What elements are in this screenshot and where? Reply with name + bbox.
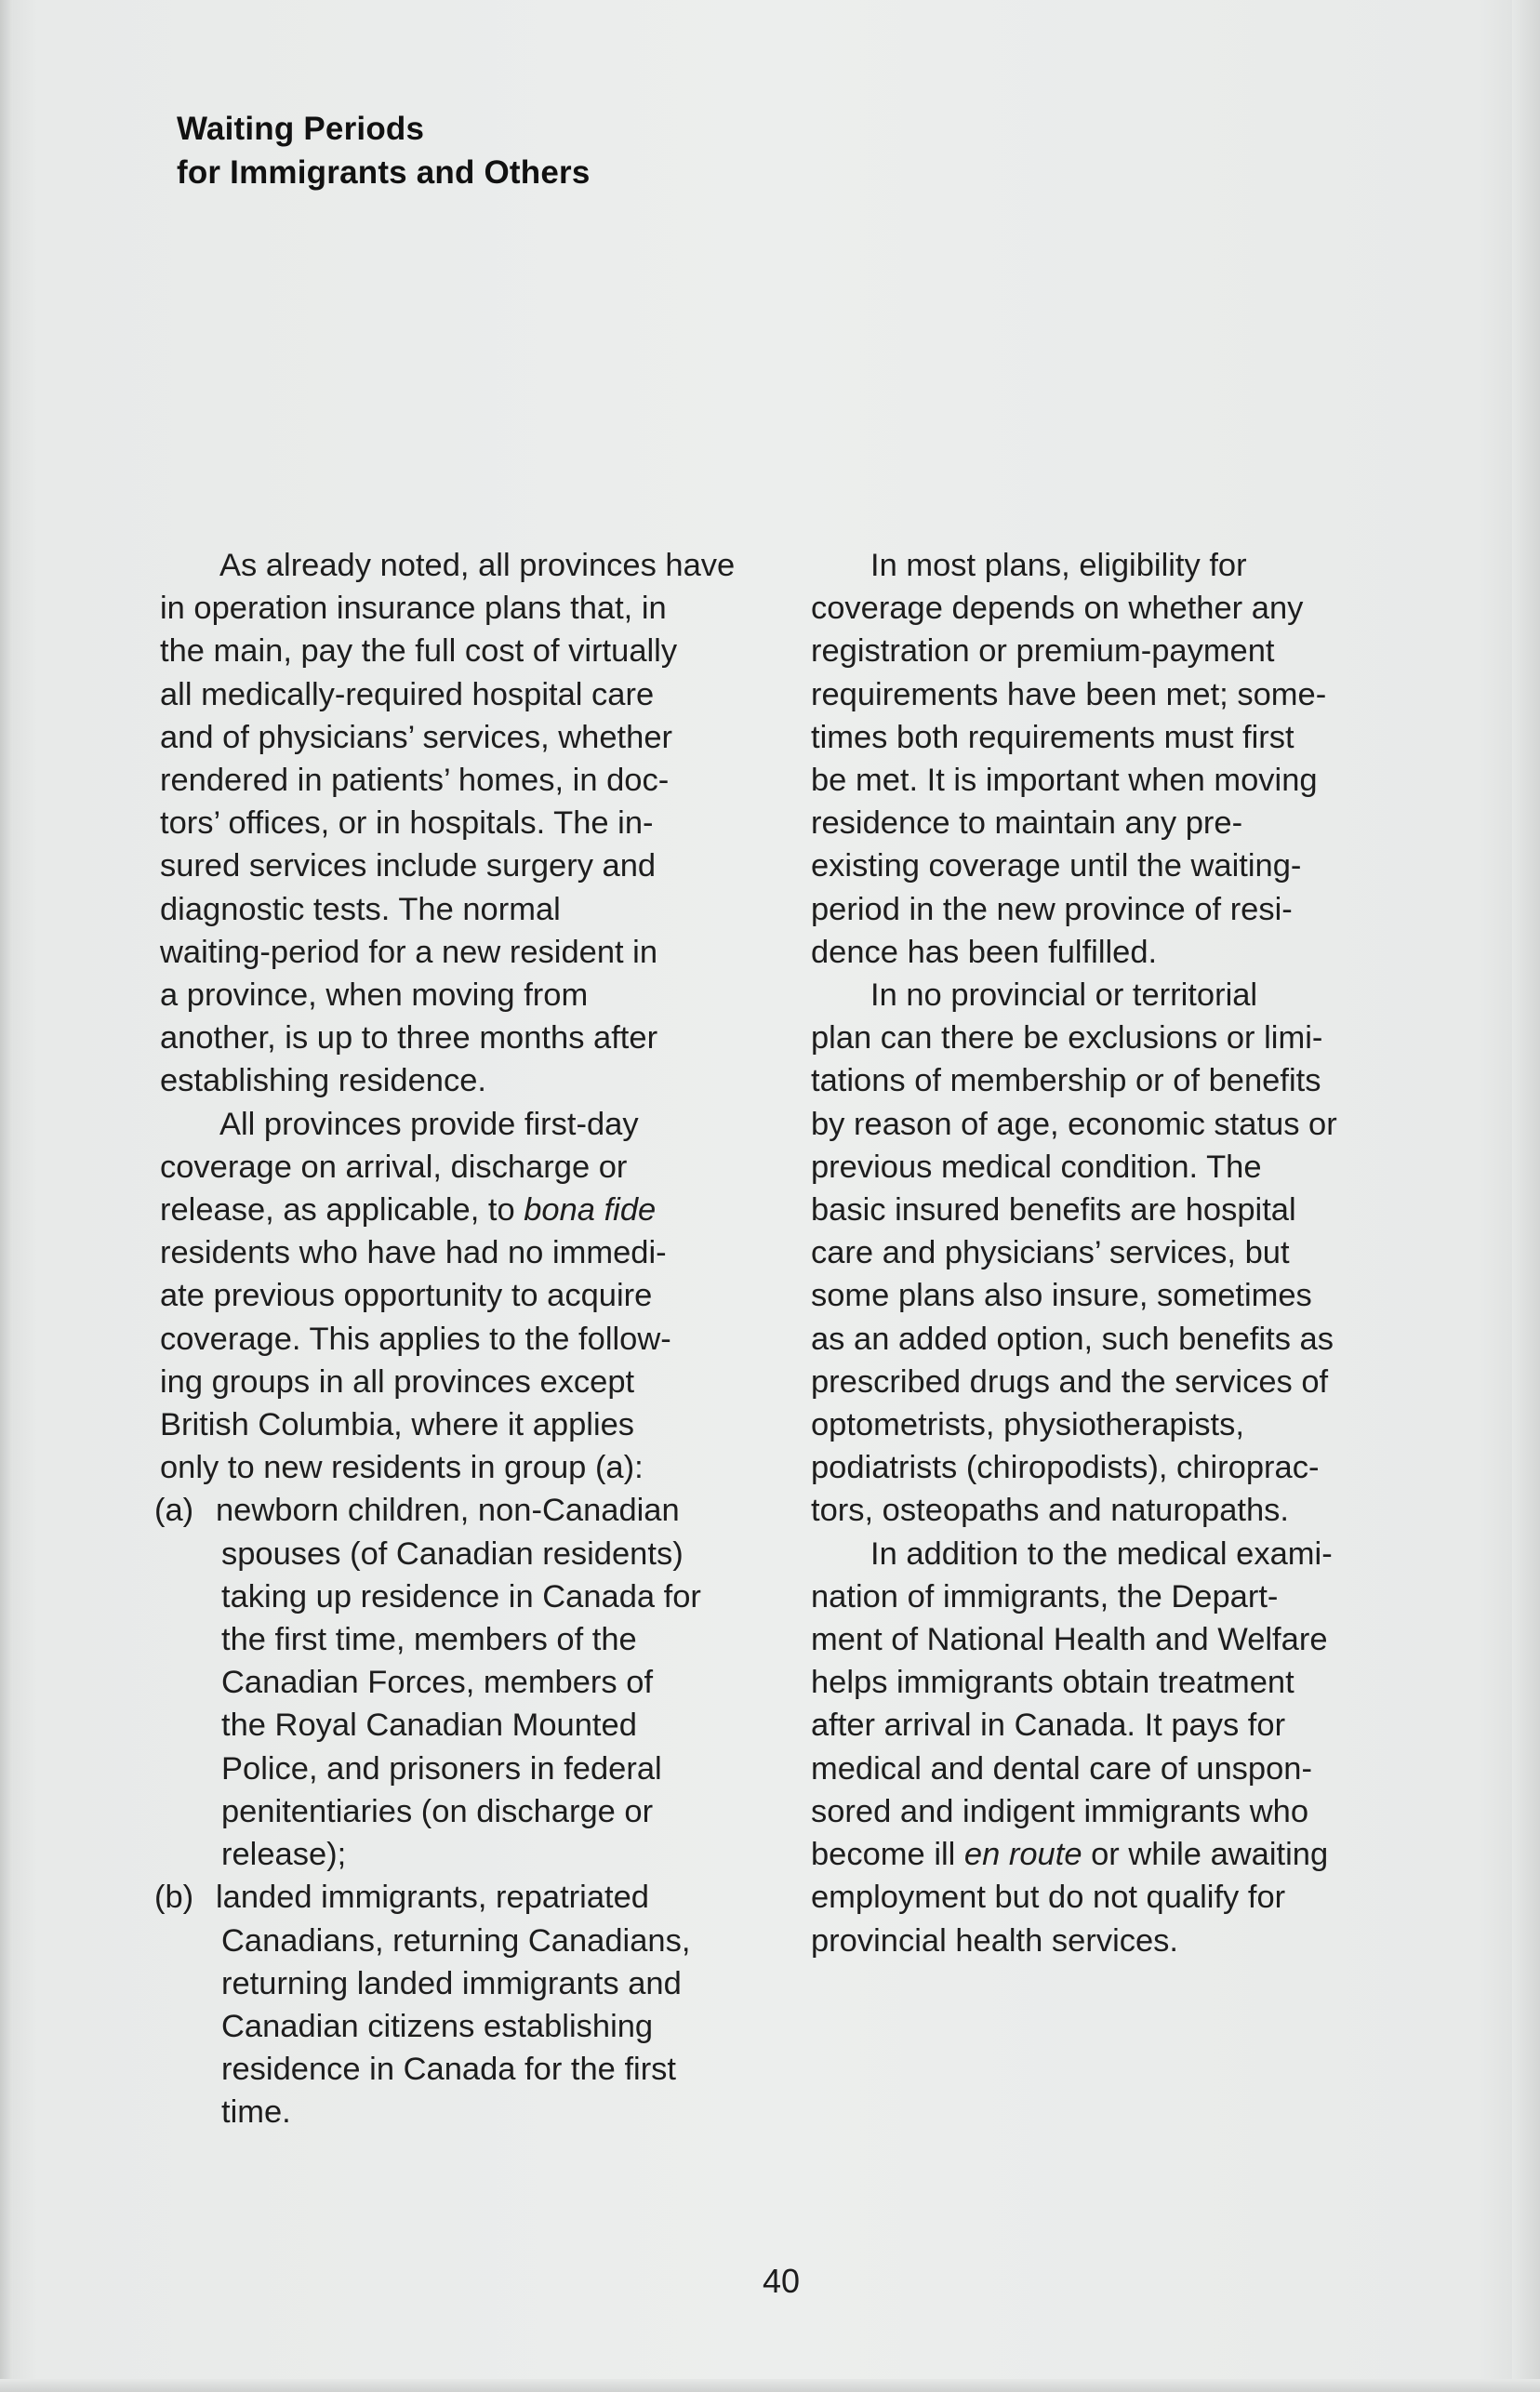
list-item-first-line	[154, 1489, 781, 1532]
italic-term: en route	[963, 1837, 1082, 1873]
text-line: requirements have been met; some-	[811, 676, 1327, 712]
text-line: employment but do not qualify for	[811, 1880, 1286, 1916]
text-line: establishing residence.	[160, 1063, 486, 1099]
text-line: Canadian Forces, members of	[221, 1665, 654, 1701]
text-line: period in the new province of resi-	[811, 891, 1293, 927]
text-line: optometrists, physiotherapists,	[811, 1407, 1244, 1443]
text-line	[811, 1833, 1453, 1876]
text-line: the Royal Canadian Mounted	[221, 1708, 637, 1744]
text-line: all medically-required hospital care	[160, 676, 655, 712]
italic-term: bona fide	[524, 1192, 657, 1229]
text-line: basic insured benefits are hospital	[811, 1192, 1296, 1229]
text-line: residence to maintain any pre-	[811, 805, 1243, 842]
text-line: In no provincial or territorial	[870, 977, 1258, 1014]
text-run: become ill	[811, 1837, 964, 1873]
text-line: In addition to the medical exami-	[870, 1535, 1333, 1572]
heading-line: Waiting Periods	[177, 111, 425, 147]
text-line: the main, pay the full cost of virtually	[160, 633, 678, 670]
text-line: times both requirements must first	[811, 719, 1294, 755]
text-line: podiatrists (chiropodists), chiroprac-	[811, 1450, 1320, 1486]
text-line: a province, when moving from	[160, 977, 589, 1014]
list-item-first-line	[154, 1876, 781, 1919]
paragraph-exclusions	[811, 974, 1453, 1533]
text-line: Canadians, returning Canadians,	[221, 1922, 691, 1959]
text-line: dence has been fulfilled.	[811, 934, 1158, 970]
text-run: landed immigrants, repatriated	[216, 1880, 649, 1916]
text-line: residence in Canada for the first	[221, 2052, 677, 2088]
page-edge-right	[1512, 0, 1540, 2392]
text-line: by reason of age, economic status or	[811, 1106, 1337, 1142]
text-line: helps immigrants obtain treatment	[811, 1665, 1294, 1701]
text-line: Police, and prisoners in federal	[221, 1750, 662, 1787]
left-column	[154, 544, 781, 2134]
text-line: rendered in patients’ homes, in doc-	[160, 763, 670, 799]
text-line: diagnostic tests. The normal	[160, 891, 561, 927]
list-item-a	[154, 1489, 781, 1876]
heading-line: for Immigrants and Others	[177, 154, 591, 191]
text-line: coverage depends on whether any	[811, 591, 1304, 627]
text-line: time.	[221, 2094, 291, 2131]
text-line: plan can there be exclusions or limi-	[811, 1020, 1323, 1056]
text-line: ment of National Health and Welfare	[811, 1622, 1328, 1658]
text-line: some plans also insure, sometimes	[811, 1278, 1312, 1314]
list-marker: (b)	[154, 1880, 194, 1916]
text-run: release, as applicable, to	[160, 1192, 524, 1229]
text-line: As already noted, all provinces have	[219, 548, 736, 583]
section-heading	[177, 107, 591, 194]
text-line: residents who have had no immedi-	[160, 1235, 667, 1271]
text-line: previous medical condition. The	[811, 1149, 1262, 1185]
text-line: sored and indigent immigrants who	[811, 1793, 1309, 1829]
text-line: tors’ offices, or in hospitals. The in-	[160, 805, 654, 842]
text-line: existing coverage until the waiting-	[811, 848, 1302, 884]
paragraph-waiting-period	[160, 544, 781, 1103]
text-line: spouses (of Canadian residents)	[221, 1535, 684, 1572]
text-line: All provinces provide first-day	[219, 1106, 639, 1142]
text-line: British Columbia, where it applies	[160, 1407, 635, 1443]
text-line: be met. It is important when moving	[811, 763, 1318, 799]
text-line: In most plans, eligibility for	[870, 548, 1247, 583]
text-line: prescribed drugs and the services of	[811, 1363, 1329, 1400]
text-line: ate previous opportunity to acquire	[160, 1278, 653, 1314]
page-edge-left	[0, 0, 13, 2392]
text-line: tors, osteopaths and naturopaths.	[811, 1493, 1290, 1529]
text-line: penitentiaries (on discharge or	[221, 1793, 654, 1829]
text-line	[160, 1189, 781, 1231]
text-line: registration or premium-payment	[811, 633, 1275, 670]
text-line: returning landed immigrants and	[221, 1965, 682, 2001]
paragraph-immigrant-treatment	[811, 1533, 1453, 1962]
text-line: medical and dental care of unspon-	[811, 1750, 1312, 1787]
text-line: care and physicians’ services, but	[811, 1235, 1290, 1271]
text-line: only to new residents in group (a):	[160, 1450, 644, 1486]
text-line: the first time, members of the	[221, 1622, 637, 1658]
list-item-b	[154, 1876, 781, 2133]
text-line: Canadian citizens establishing	[221, 2008, 654, 2044]
page-edge-bottom	[0, 2379, 1540, 2392]
text-line: taking up residence in Canada for	[221, 1578, 701, 1615]
text-run: newborn children, non-Canadian	[216, 1493, 680, 1529]
text-line: nation of immigrants, the Depart-	[811, 1578, 1279, 1615]
text-line: coverage. This applies to the follow-	[160, 1321, 671, 1357]
text-run: or while awaiting	[1082, 1837, 1329, 1873]
text-line: release);	[221, 1837, 347, 1873]
text-line: as an added option, such benefits as	[811, 1321, 1334, 1357]
text-line: after arrival in Canada. It pays for	[811, 1708, 1286, 1744]
text-line: provincial health services.	[811, 1922, 1179, 1959]
page-number: 40	[763, 2262, 801, 2300]
paragraph-eligibility	[811, 544, 1453, 974]
text-line: and of physicians’ services, whether	[160, 719, 672, 755]
text-line: waiting-period for a new resident in	[160, 934, 658, 970]
text-line: ing groups in all provinces except	[160, 1363, 635, 1400]
text-line: sured services include surgery and	[160, 848, 657, 884]
paragraph-first-day-coverage	[160, 1103, 781, 1490]
list-marker: (a)	[154, 1493, 194, 1529]
text-line: in operation insurance plans that, in	[160, 591, 667, 627]
text-line: coverage on arrival, discharge or	[160, 1149, 628, 1185]
text-line: tations of membership or of benefits	[811, 1063, 1321, 1099]
text-line: another, is up to three months after	[160, 1020, 658, 1056]
right-column	[811, 544, 1453, 1962]
